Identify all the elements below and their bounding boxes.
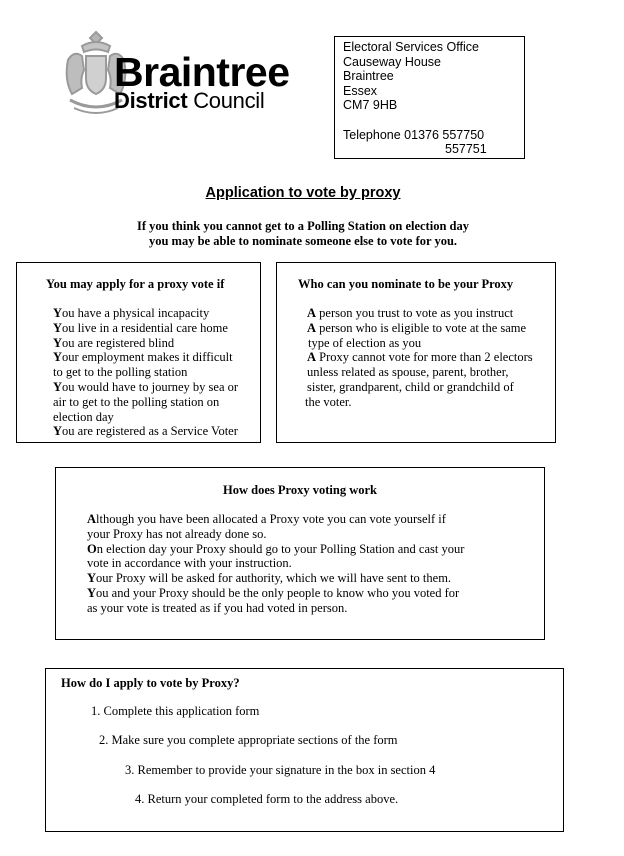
nominee-heading: Who can you nominate to be your Proxy xyxy=(298,277,514,291)
list-item: air to get to the polling station on xyxy=(53,394,220,409)
list-item: You have a physical incapacity xyxy=(53,306,210,320)
address-box xyxy=(334,36,525,159)
eligibility-box xyxy=(16,262,261,443)
logo-wordmark-district-council: District Council xyxy=(114,88,265,113)
nominee-box xyxy=(276,262,556,443)
page-title: Application to vote by proxy xyxy=(205,185,401,201)
address-line: Causeway House xyxy=(343,54,441,69)
list-item: Although you have been allocated a Proxy vote you can vote yourself if xyxy=(87,512,446,526)
list-item: You and your Proxy should be the only people to know who you voted for xyxy=(87,585,460,600)
list-item: You live in a residential care home xyxy=(53,320,228,335)
list-item: the voter. xyxy=(305,394,352,409)
list-item: You are registered as a Service Voter xyxy=(53,424,238,439)
list-item: unless related as spouse, parent, brother, xyxy=(307,365,509,380)
eligibility-heading: You may apply for a proxy vote if xyxy=(46,277,225,291)
telephone-number-alt: 557751 xyxy=(445,142,487,157)
step-item: 4. Return your completed form to the address above. xyxy=(135,792,399,806)
step-item: 1. Complete this application form xyxy=(91,704,260,718)
step-item: 3. Remember to provide your signature in the box in section 4 xyxy=(125,763,436,777)
step-item: 2. Make sure you complete appropriate sections of the form xyxy=(99,733,398,747)
list-item: You are registered blind xyxy=(53,335,175,350)
address-line: CM7 9HB xyxy=(343,98,398,113)
how-proxy-works-list xyxy=(87,512,527,616)
list-item: Your Proxy will be asked for authority, which we will have sent to them. xyxy=(87,571,452,586)
how-to-apply-box xyxy=(45,668,564,832)
list-item: vote in accordance with your instruction. xyxy=(87,556,292,571)
address-line: Essex xyxy=(343,83,378,98)
list-item: A person who is eligible to vote at the same xyxy=(307,320,527,335)
address-line: Braintree xyxy=(343,69,394,84)
nominee-list xyxy=(307,306,547,410)
list-item: A Proxy cannot vote for more than 2 electors xyxy=(307,350,533,365)
how-proxy-works-box xyxy=(55,467,545,640)
intro-line-2: you may be able to nominate someone else to vote for you. xyxy=(148,234,458,248)
list-item: You would have to journey by sea or xyxy=(53,379,239,394)
list-item: to get to the polling station xyxy=(53,365,188,380)
list-item: sister, grandparent, child or grandchild of xyxy=(307,379,514,394)
list-item: as your vote is treated as if you had voted in person. xyxy=(87,600,348,615)
intro-line-1: If you think you cannot get to a Polling Station on election day xyxy=(137,219,469,233)
logo-wordmark-braintree: Braintree xyxy=(114,49,290,95)
list-item: A person you trust to vote as you instruct xyxy=(307,306,514,320)
address-line: Electoral Services Office xyxy=(343,40,479,54)
list-item: election day xyxy=(53,409,114,424)
how-proxy-works-heading: How does Proxy voting work xyxy=(223,483,377,497)
list-item: type of election as you xyxy=(308,335,422,350)
list-item: Your employment makes it difficult xyxy=(53,350,233,365)
telephone-number: Telephone 01376 557750 xyxy=(343,127,485,142)
intro-text xyxy=(0,219,606,249)
how-to-apply-heading: How do I apply to vote by Proxy? xyxy=(61,676,240,690)
list-item: your Proxy has not already done so. xyxy=(87,526,267,541)
eligibility-list xyxy=(53,306,259,439)
council-logo xyxy=(60,26,290,122)
list-item: On election day your Proxy should go to your Polling Station and cast your xyxy=(87,541,465,556)
